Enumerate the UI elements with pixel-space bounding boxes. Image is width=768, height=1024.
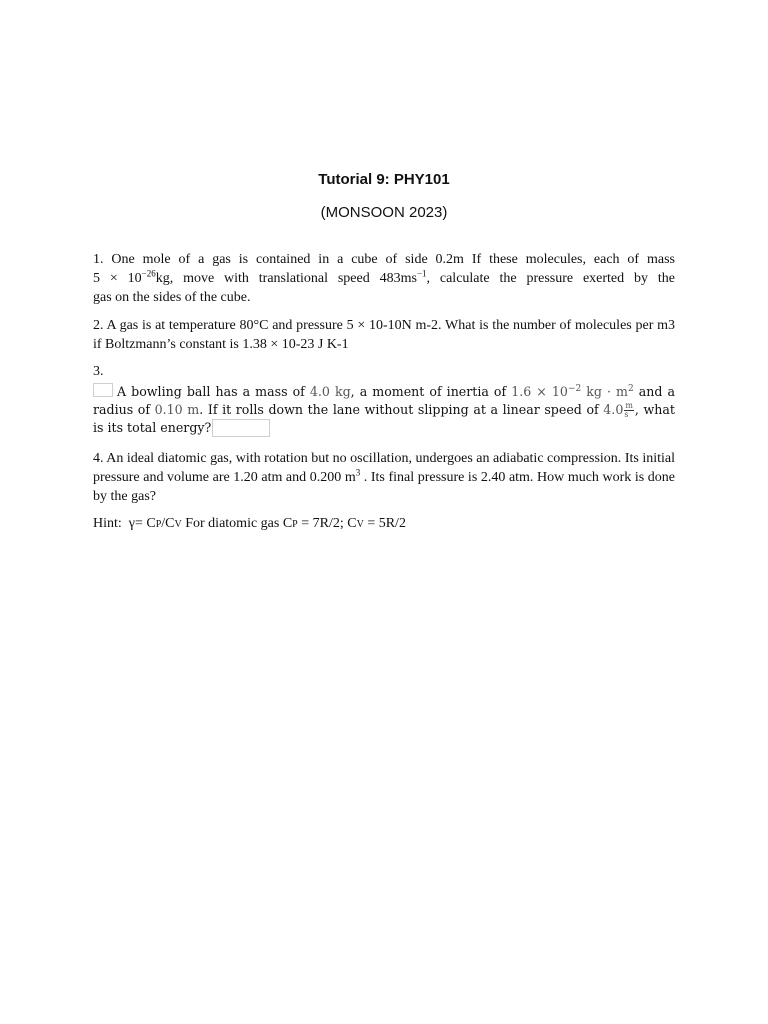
question-1-line-2 <box>93 269 675 288</box>
question-1 <box>93 250 675 307</box>
page-title: Tutorial 9: PHY101 <box>318 171 450 188</box>
q3-inertia-unit: kg · m <box>581 384 628 399</box>
q1-ending-text: , calculate the pressure exerted by the <box>426 271 675 286</box>
hint-sub-p1: P <box>155 519 162 530</box>
hint-sub-v1: V <box>174 519 182 530</box>
q3-speed-unit-fraction <box>624 402 634 419</box>
page-subtitle: (MONSOON 2023) <box>320 204 448 221</box>
hint-line <box>93 514 675 534</box>
q1-mass-exponent: −26 <box>141 268 156 279</box>
q3-text-b: , a moment of inertia of <box>350 384 512 399</box>
hint-diatomic-text: For diatomic gas C <box>181 516 293 531</box>
hint-sub-p2: P <box>292 519 298 530</box>
fraction-numerator: m <box>625 401 633 410</box>
q4-volume-exponent: 3 <box>355 467 361 478</box>
q3-speed: 4.0 <box>603 402 624 417</box>
q3-inertia <box>511 384 634 399</box>
question-3 <box>93 383 675 437</box>
q3-inertia-exponent: −2 <box>567 383 582 394</box>
hint-label: Hint: <box>93 516 122 531</box>
question-1-line-3: gas on the sides of the cube. <box>93 290 251 305</box>
hint-gamma: γ= C <box>128 516 156 531</box>
q3-inertia-unit-exponent: 2 <box>627 383 634 394</box>
q3-radius: 0.10 m <box>154 402 200 417</box>
q1-speed-text: kg, move with translational speed 483ms <box>155 271 417 286</box>
placeholder-box-right <box>212 419 270 437</box>
q3-mass: 4.0 kg <box>309 384 351 399</box>
placeholder-box-left <box>93 383 113 397</box>
hint-slash: /C <box>161 516 175 531</box>
question-3-number: 3. <box>93 364 104 379</box>
q4-text-b: . Its final pressure is 2.40 atm. How much work is done by the gas? <box>93 470 675 504</box>
question-2: 2. A gas is at temperature 80°C and pressure 5 × 10-10N m-2. What is the number of molecules per m3 if Boltzmann’s constant is 1.38 × 10-23 J K-1 <box>93 318 675 352</box>
q1-speed-exponent: −1 <box>416 268 427 279</box>
q4-text-a: 4. An ideal diatomic gas, with rotation but no oscillation, undergoes an adiabatic compression. Its initial pressure and volume are 1.20 atm and 0.200 m <box>93 451 675 485</box>
question-1-line-1: 1. One mole of a gas is contained in a cube of side 0.2m If these molecules, each of mass <box>93 252 675 267</box>
hint-cp-value: = 7R/2; C <box>297 516 357 531</box>
q3-text-e: , what is its total energy? <box>93 402 675 435</box>
q3-text-c: and a radius of <box>93 384 675 417</box>
hint-cv-value: = 5R/2 <box>363 516 406 531</box>
q1-mass-base: 5 × 10 <box>93 271 142 286</box>
hint-sub-v2: V <box>356 519 364 530</box>
q3-inertia-base: 1.6 × 10 <box>511 384 568 399</box>
q3-text-d: . If it rolls down the lane without slipping at a linear speed of <box>199 402 604 417</box>
fraction-denominator: s <box>624 410 629 419</box>
question-4 <box>93 449 675 506</box>
q3-text-a: A bowling ball has a mass of <box>117 384 310 399</box>
